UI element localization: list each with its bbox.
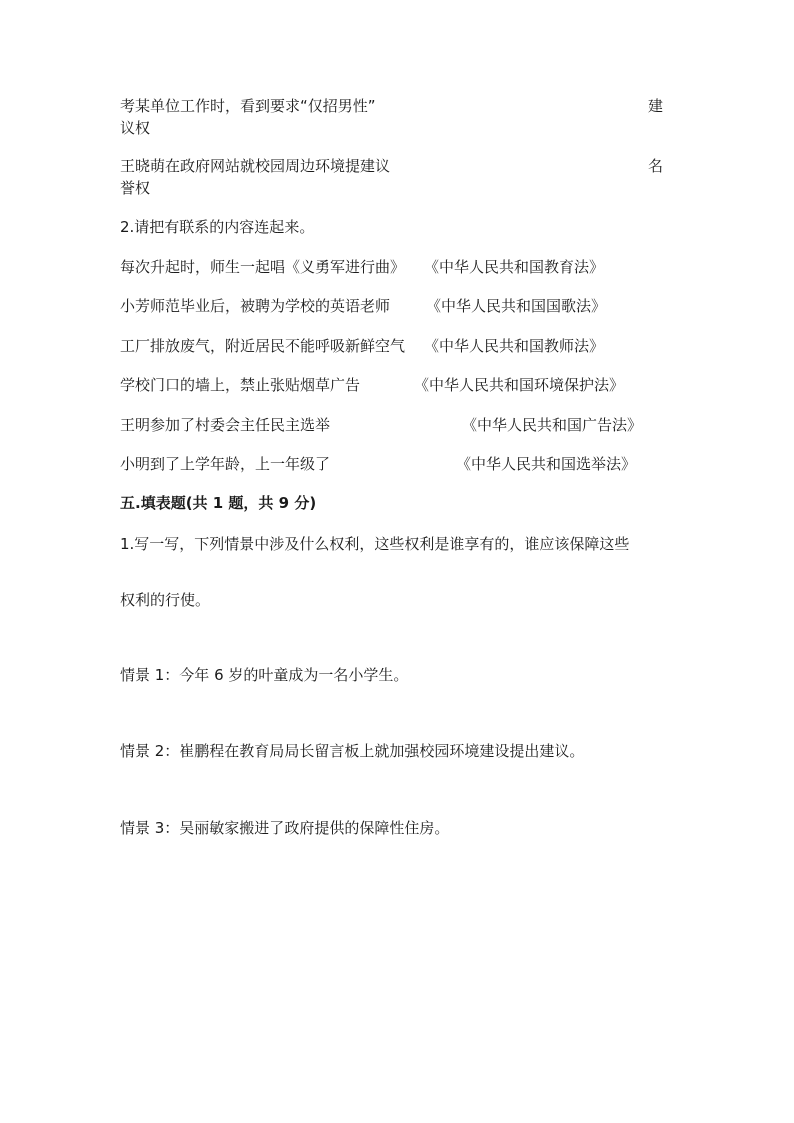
connect-right-law: 《中华人民共和国环境保护法》 [414,376,625,394]
connect-left-item: 工厂排放废气，附近居民不能呼吸新鲜空气 [120,337,406,355]
match-item-wrap: 议权 [120,119,151,137]
section-heading: 五.填表题(共 1 题，共 9 分) [120,494,317,512]
scene-item: 情景 3：吴丽敏家搬进了政府提供的保障性住房。 [120,819,450,837]
connect-right-law: 《中华人民共和国教师法》 [424,337,605,355]
connect-left-item: 王明参加了村委会主任民主选举 [120,416,331,434]
connect-left-item: 学校门口的墙上，禁止张贴烟草广告 [120,376,361,394]
match-item-left: 王晓萌在政府网站就校园周边环境提建议 [120,157,391,175]
connect-left-item: 小芳师范毕业后，被聘为学校的英语老师 [120,297,391,315]
scene-item: 情景 2：崔鹏程在教育局局长留言板上就加强校园环境建设提出建议。 [120,742,585,760]
question-2-title: 2.请把有联系的内容连起来。 [120,218,315,236]
connect-right-law: 《中华人民共和国选举法》 [456,455,637,473]
match-item-wrap: 誉权 [120,179,151,197]
match-item-right: 名 [648,157,664,175]
question-text-continued: 权利的行使。 [120,591,211,609]
match-item-left: 考某单位工作时，看到要求“仅招男性” [120,97,376,115]
connect-left-item: 每次升起时，师生一起唱《义勇军进行曲》 [120,258,406,276]
connect-right-law: 《中华人民共和国教育法》 [424,258,605,276]
connect-left-item: 小明到了上学年龄，上一年级了 [120,455,331,473]
match-item-right: 建 [648,97,664,115]
scene-item: 情景 1：今年 6 岁的叶童成为一名小学生。 [120,666,409,684]
question-text: 1.写一写，下列情景中涉及什么权利，这些权利是谁享有的，谁应该保障这些 [120,535,630,553]
connect-right-law: 《中华人民共和国广告法》 [462,416,643,434]
connect-right-law: 《中华人民共和国国歌法》 [426,297,607,315]
